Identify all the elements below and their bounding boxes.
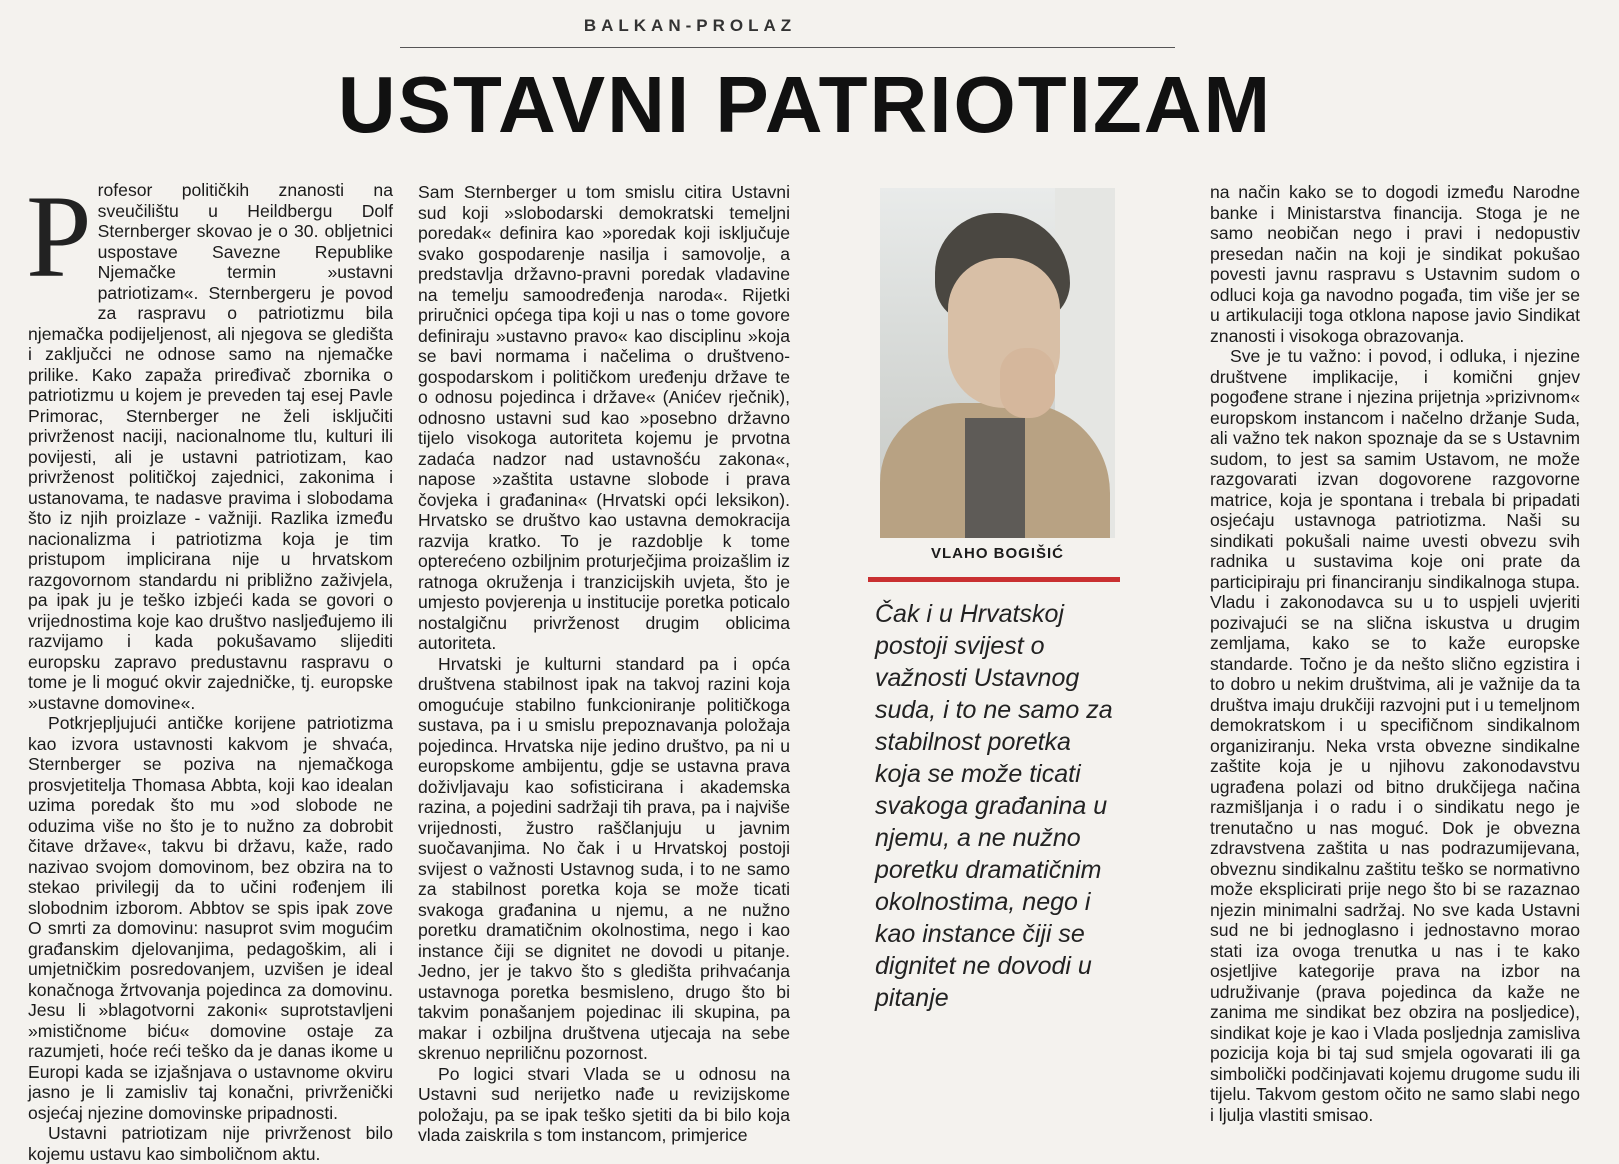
pullquote-line: važnosti Ustavnog <box>875 664 1080 692</box>
paragraph: na način kako se to dogodi između Narodne banke i Ministarstva financija. Stoga je ne samo neobičan nego i pravi i nedopustiv presedan način na koji je sindikat pokušao povesti javnu raspravu s Ustavnim sudom o odluci koja ga navodno pogađa, tim više jer se u artikulaciji toga otklona napose javio Sindikat znanosti i visokoga obrazovanja. <box>1210 182 1580 346</box>
paragraph: rofesor političkih znanosti na sveučilištu u Heildbergu Dolf Sternberger skovao je o 30. obljetnici uspostave Savezne Republike Njemačke termin »ustavni patriotizam«. Sternbergeru je povod za raspravu o patriotizmu bila njemačka podijeljenost, ali njegova se gledišta i zaključci ne odnose samo na njemačke prilike. Kako zapaža priređivač zbornika o patriotizmu u kojem je preveden taj esej Pavle Primorac, Sternberger ne želi isključiti privrženost naciji, nacionalnome tlu, kulturi ili povijesti, ali je ustavni patriotizam, kao privrženost političkoj zajednici, zakonima i ustanovama, te nadasve pravima i slobodama što iz njih proizlaze - važniji. Razlika između nacionalizma i patriotizma koja je tim pristupom implicirana nije u hrvatskom razgovornom standardu ni približno zaživjela, pa ipak ju je teško izbjeći kada se govori o vrijednostima koje kao društvo nasljeđujemo ili razvijamo i kada pokušavamo slijediti europsku zapravo predustavnu raspravu o tome je li moguć okvir zajedničke, tj. europske »ustavne domovine«. <box>28 180 393 713</box>
pullquote-rule <box>868 577 1120 582</box>
paragraph: Sam Sternberger u tom smislu citira Ustavni sud koji »slobodarski demokratski temeljni poredak« definira kao »poredak koji isključuje svako gospodarenje nasilja i samovolje, a predstavlja državno-pravni poredak vladavine na temelju samoodređenja naroda«. Rijetki priručnici općega tipa koji u nas o tome govore definiraju »ustavno pravo« kao disciplinu »koja se bavi normama i načelima o društveno-gospodarskom i političkom uređenju države te o odnosu pojedinca i države« (Anićev rječnik), odnosno ustavni sud kao »posebno državno tijelo visokoga autoriteta kojemu je prvotna zadaća nadzor nad ustavnošću zakona«, napose »zaštita ustavne slobode i prava čovjeka i građanina« (Hrvatski opći leksikon). Hrvatsko se društvo kao ustavna demokracija razvija kratko. To je razdoblje k tome opterećeno ozbiljnim proturječjima proizašlim iz ratnoga okruženja i tranzicijskih uvjeta, što je umjesto povjerenja u institucije poretka poticalo nostalgičnu privrženost drugim oblicima autoriteta. <box>418 182 790 653</box>
paragraph: Ustavni patriotizam nije privrženost bilo kojemu ustavu kao simboličnom aktu. <box>28 1123 393 1164</box>
pullquote-line: stabilnost poretka <box>875 728 1071 756</box>
author-photo <box>880 188 1115 538</box>
pullquote-line: postoji svijest o <box>875 632 1045 660</box>
article-column-2 <box>418 182 790 1146</box>
pull-quote <box>875 598 1120 1014</box>
pullquote-line: poretku dramatičnim <box>875 856 1102 884</box>
paragraph: Potkrjepljujući antičke korijene patriotizma kao izvora ustavnosti kakvom je shvaća, Sternberger se poziva na njemačkoga prosvjetitelja Thomasa Abbta, koji kao idealan uzima poredak što mu »od slobode ne oduzima više no što je to nužno za dobrobit čitave države«, takvu bi državu, kaže, rado nazivao svojom domovinom, bez obzira na to stekao privilegij da to učini rođenjem ili slobodnim izborom. Abbtov se spis ipak zove O smrti za domovinu: nasuprot svim mogućim građanskim djelovanjima, pedagoškim, ali i umjetničkim posredovanjem, uzvišen je ideal konačnoga žrtvovanja pojedinca za domovinu. Jesu li »blagotvorni zakoni« suprotstavljeni »mističnome biću« domovine ostaje za razumjeti, hoće reći teško da je danas ikome u Europi kada se izjašnjava o ustavnome okviru jasno je li zamisliv taj konačni, privrženički osjećaj njezine domovinske pripadnosti. <box>28 713 393 1123</box>
pullquote-line: njemu, a ne nužno <box>875 824 1081 852</box>
pullquote-line: pitanje <box>875 984 949 1012</box>
paragraph: Hrvatski je kulturni standard pa i opća društvena stabilnost ipak na takvoj razini koja omogućuje stabilno funkcioniranje političkoga sustava, pa i u smislu prepoznavanja položaja pojedinca. Hrvatska nije jedino društvo, pa ni u europskome ambijentu, gdje se ustavna prava doživljavaju kao sofisticirana i akademska razina, a pojedini sadržaji tih prava, pa i najviše vrijednosti, žustro raščlanjuju u javnim suočavanjima. No čak i u Hrvatskoj postoji svijest o važnosti Ustavnog suda, i to ne samo za stabilnost poretka koja se može ticati svakoga građanina u njemu, a ne nužno poretku dramatičnim okolnostima, nego i kao instance čiji se dignitet ne dovodi u pitanje. Jedno, jer je takvo što s gledišta prihvaćanja ustavnoga poretka besmisleno, drugo što bi takvim ponašanjem pojedinac ili skupina, pa makar i ozbiljna društvena utjecaja na sebe skrenuo nepriličnu pozornost. <box>418 653 790 1063</box>
section-label: BALKAN-PROLAZ <box>583 16 797 35</box>
pullquote-line: koja se može ticati <box>875 760 1081 788</box>
headline: USTAVNI PATRIOTIZAM <box>337 60 1273 149</box>
pullquote-line: suda, i to ne samo za <box>875 696 1113 724</box>
pullquote-line: Čak i u Hrvatskoj <box>875 600 1064 628</box>
pullquote-line: svakoga građanina u <box>875 792 1108 820</box>
article-column-4 <box>1210 182 1580 1125</box>
photo-caption: VLAHO BOGIŠIĆ <box>930 545 1064 562</box>
paragraph: Po logici stvari Vlada se u odnosu na Ustavni sud nerijetko nađe u revizijskome položaju, pa se ipak teško sjetiti da bi bilo koja vlada zaiskrila s tom instancom, primjerice <box>418 1063 790 1145</box>
header-rule <box>400 47 1175 48</box>
pullquote-line: dignitet ne dovodi u <box>875 952 1092 980</box>
pullquote-line: kao instance čiji se <box>875 920 1085 948</box>
drop-cap: P <box>26 171 92 302</box>
article-column-1 <box>26 171 393 1164</box>
paragraph: Sve je tu važno: i povod, i odluka, i njezine društvene implikacije, i komični gnjev pogođene strane i njezina prijetnja »prizivnom« europskom instancom i načelno držanje Suda, ali važno tek nakon spoznaje da se s Ustavnim sudom, to jest sa samim Ustavom, ne može razgovarati izvan dogovorene razgovorne matrice, koja je spontana i trebala bi pripadati osjećaju ustavnoga patriotizma. Naši su sindikati pokušali naime uvesti obvezu svih radnika u sustavima koje oni prate da participiraju pri financiranju sindikalnoga stupa. Vladu i zakonodavca su u to uspjeli uvjeriti pozivajući se na slična iskustva u drugim zemljama, kako se to kaže europske standarde. Točno je da nešto slično egzistira i to dobro u nekim društvima, ali je važnije da ta društva imaju drukčiji razvojni put i u temeljnom demokratskom i u specifičnom sindikalnom organiziranju. Neka vrsta obvezne sindikalne zaštite koja je u njihovu zakonodavstvu ugrađena polazi od bitno drukčijega načina razmišljanja i o radu i o sindikatu nego je trenutačno u nas moguć. Dok je obvezna zdravstvena zaštita u nas podrazumijevana, obveznu sindikalnu zaštitu teško se normativno može eksplicirati prije nego što bi se razaznao njezin minimalni sadržaj. No sve kada Ustavni sud ne bi jednoglasno i jednostavno morao stati iza ovoga trenutka u nas i te kako osjetljive kategorije prava na izbor na udruživanje (prava pojedinca da kaže ne zanima me sindikat bez obzira na posljedice), sindikat koje je kao i Vlada posljednja zamisliva pozicija koja bi taj sud smjela ogovarati ili ga simbolički podčinjavati kojemu drugome sudu ili tijelu. Takvom gestom očito ne samo slabi nego i ljulja vlastiti smisao. <box>1210 346 1580 1125</box>
pullquote-line: okolnostima, nego i <box>875 888 1091 916</box>
